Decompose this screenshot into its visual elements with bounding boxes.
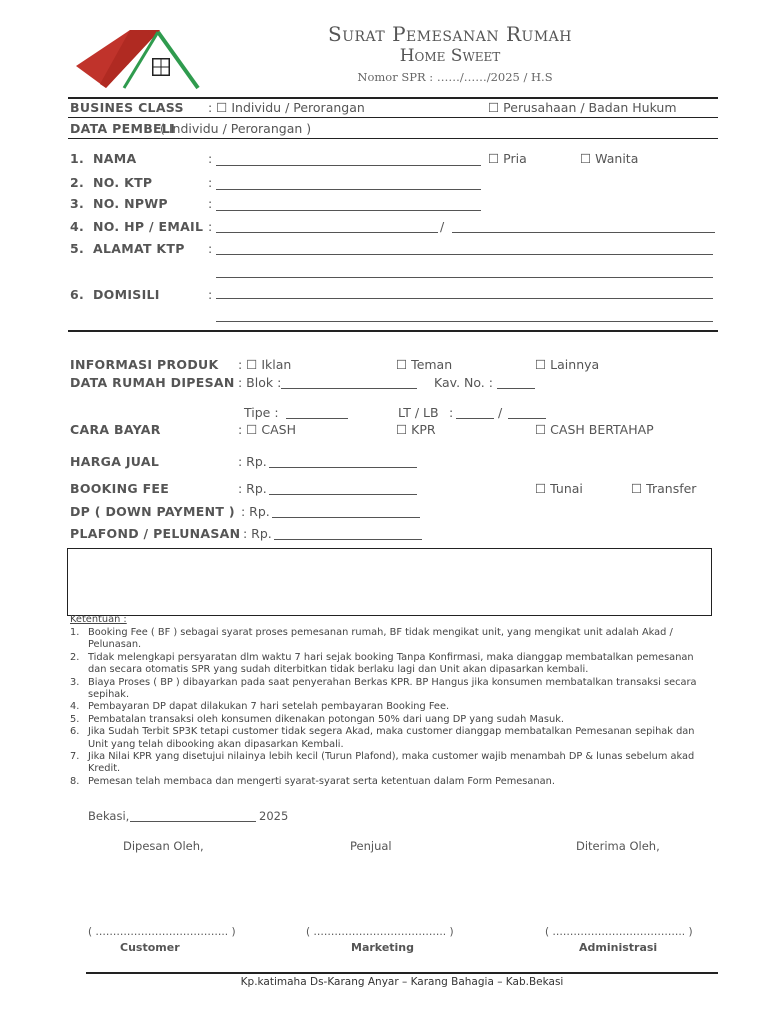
ketentuan-item: [70, 701, 720, 713]
tipe-input-line[interactable]: [286, 418, 348, 419]
rp-label: : Rp.: [238, 454, 267, 469]
tipe-label: Tipe :: [244, 405, 279, 420]
lt-input-line[interactable]: [456, 418, 494, 419]
divider: [68, 117, 718, 118]
divider: [68, 97, 718, 99]
ketentuan-number: 3.: [70, 676, 80, 688]
colon: :: [208, 287, 213, 302]
npwp-input-line[interactable]: [216, 210, 481, 211]
diterima-oleh-label: Diterima Oleh,: [576, 839, 660, 853]
field-num: 2.: [70, 175, 85, 190]
ktp-input-line[interactable]: [216, 189, 481, 190]
data-rumah-label: DATA RUMAH DIPESAN: [70, 375, 235, 390]
slash: /: [498, 405, 503, 420]
business-option-individu[interactable]: : ☐ Individu / Perorangan: [208, 100, 365, 115]
ketentuan-number: 8.: [70, 775, 80, 787]
blok-input-line[interactable]: [281, 388, 417, 389]
penjual-label: Penjual: [350, 839, 392, 853]
ketentuan-text: Unit yang telah dibooking akan dipasarkan Kembali.: [88, 738, 344, 750]
rp-label: : Rp.: [241, 504, 270, 519]
field-num: 5.: [70, 241, 85, 256]
ketentuan-number: 6.: [70, 726, 80, 738]
document-subtitle: Home Sweet: [399, 46, 501, 66]
ketentuan-item: [70, 714, 720, 726]
colon: :: [208, 196, 213, 211]
ketentuan-text: Pemesan telah membaca dan mengerti syarat-syarat serta ketentuan dalam Form Pemesanan.: [88, 775, 555, 787]
customer-label: Customer: [120, 941, 180, 954]
dipesan-oleh-label: Dipesan Oleh,: [123, 839, 204, 853]
ketentuan-text: Biaya Proses ( BP ) dibayarkan pada saat penyerahan Berkas KPR. BP Hangus jika konsumen membatalkan transaksi secara: [88, 676, 697, 688]
booking-input-line[interactable]: [269, 494, 417, 495]
nomor-spr: Nomor SPR : ……/……/2025 / H.S: [357, 70, 553, 84]
house-logo: [72, 26, 202, 92]
booking-fee-label: BOOKING FEE: [70, 481, 170, 496]
year-label: 2025: [259, 809, 289, 823]
bayar-bertahap-checkbox[interactable]: ☐ CASH BERTAHAP: [535, 422, 654, 437]
produk-iklan-checkbox[interactable]: : ☐ Iklan: [238, 357, 292, 372]
colon: :: [208, 151, 213, 166]
footer-divider: [86, 972, 718, 974]
domisili-input-line-1[interactable]: [216, 298, 713, 299]
data-pembeli-label: DATA PEMBELI: [70, 121, 176, 136]
rp-label: : Rp.: [238, 481, 267, 496]
field-num: 1.: [70, 151, 85, 166]
ketentuan-number: 4.: [70, 701, 80, 713]
ketentuan-number: 2.: [70, 651, 80, 663]
lt-lb-label: LT / LB: [398, 405, 439, 420]
ketentuan-text: Kredit.: [88, 763, 121, 775]
divider: [68, 138, 718, 139]
date-input-line[interactable]: [130, 821, 256, 822]
ketentuan-text: sepihak.: [88, 689, 130, 701]
slash: /: [440, 219, 445, 234]
alamat-ktp-label: ALAMAT KTP: [93, 241, 185, 256]
ketentuan-item: [70, 726, 720, 751]
tunai-checkbox[interactable]: ☐ Tunai: [535, 481, 583, 496]
field-num: 3.: [70, 196, 85, 211]
npwp-label: NO. NPWP: [93, 196, 168, 211]
ketentuan-text: Jika Nilai KPR yang disetujui nilainya lebih kecil (Turun Plafond), maka customer wajib menambah DP & lunas sebelum akad: [88, 751, 695, 763]
plafond-label: PLAFOND / PELUNASAN: [70, 526, 241, 541]
ktp-label: NO. KTP: [93, 175, 153, 190]
ketentuan-text: dan secara otomatis SPR yang sudah diterbitkan tidak berlaku lagi dan Unit akan dipasarkan kembali.: [88, 664, 589, 676]
nama-input-line[interactable]: [216, 165, 481, 166]
plafond-input-line[interactable]: [274, 539, 422, 540]
kav-label: Kav. No. :: [434, 375, 493, 390]
kav-input-line[interactable]: [497, 388, 535, 389]
ketentuan-text: Pembatalan transaksi oleh konsumen dikenakan potongan 50% dari uang DP yang sudah Masuk.: [88, 713, 565, 725]
email-input-line[interactable]: [452, 232, 715, 233]
ketentuan-text: Jika Sudah Terbit SP3K tetapi customer tidak segera Akad, maka customer dianggap membatalkan Pemesanan sepihak dan: [88, 726, 695, 738]
domisili-input-line-2[interactable]: [216, 321, 713, 322]
ketentuan-number: 5.: [70, 713, 80, 725]
ketentuan-item: [70, 677, 720, 702]
ketentuan-text: Pembayaran DP dapat dilakukan 7 hari setelah pembayaran Booking Fee.: [88, 701, 450, 713]
dp-label: DP ( DOWN PAYMENT ): [70, 504, 235, 519]
produk-teman-checkbox[interactable]: ☐ Teman: [396, 357, 453, 372]
administrasi-label: Administrasi: [579, 941, 658, 954]
blok-label: : Blok :: [238, 375, 282, 390]
signature-line-marketing[interactable]: ( ……………………………….. ): [306, 926, 454, 938]
ketentuan-text: Booking Fee ( BF ) sebagai syarat proses pemesanan rumah, BF tidak mengikat unit, yang mengikat unit adalah Akad /: [88, 627, 673, 638]
notes-box[interactable]: [67, 548, 712, 616]
ketentuan-title: Ketentuan :: [70, 614, 127, 625]
hp-input-line[interactable]: [216, 232, 438, 233]
ketentuan-item: [70, 627, 720, 652]
field-num: 6.: [70, 287, 85, 302]
gender-wanita-checkbox[interactable]: ☐ Wanita: [580, 151, 639, 166]
ketentuan-text: Pelunasan.: [88, 639, 142, 651]
colon: :: [208, 241, 213, 256]
transfer-checkbox[interactable]: ☐ Transfer: [631, 481, 697, 496]
alamat-input-line-2[interactable]: [216, 277, 713, 278]
dp-input-line[interactable]: [272, 517, 420, 518]
ketentuan-list: [70, 627, 720, 788]
signature-line-customer[interactable]: ( ……………………………….. ): [88, 926, 236, 938]
colon: :: [449, 405, 454, 420]
informasi-produk-label: INFORMASI PRODUK: [70, 357, 219, 372]
harga-jual-label: HARGA JUAL: [70, 454, 160, 469]
cara-bayar-label: CARA BAYAR: [70, 422, 161, 437]
harga-input-line[interactable]: [269, 467, 417, 468]
divider: [68, 330, 718, 332]
data-pembeli-sub: ( Individu / Perorangan ): [160, 121, 312, 136]
alamat-input-line-1[interactable]: [216, 254, 713, 255]
business-class-label: BUSINES CLASS: [70, 100, 184, 115]
gender-pria-checkbox[interactable]: ☐ Pria: [488, 151, 527, 166]
ketentuan-number: 1.: [70, 627, 80, 638]
domisili-label: DOMISILI: [93, 287, 160, 302]
business-option-perusahaan[interactable]: ☐ Perusahaan / Badan Hukum: [488, 100, 677, 115]
document-title: Surat Pemesanan Rumah: [328, 22, 572, 46]
signature-line-administrasi[interactable]: ( ……………………………….. ): [545, 926, 693, 938]
ketentuan-item: [70, 751, 720, 776]
produk-lainnya-checkbox[interactable]: ☐ Lainnya: [535, 357, 600, 372]
ketentuan-item: [70, 652, 720, 677]
ketentuan-number: 7.: [70, 751, 80, 763]
bekasi-label: Bekasi,: [88, 809, 130, 823]
bayar-kpr-checkbox[interactable]: ☐ KPR: [396, 422, 436, 437]
ketentuan-text: Tidak melengkapi persyaratan dlm waktu 7 hari sejak booking Tanpa Konfirmasi, maka dianggap membatalkan pemesanan: [88, 651, 694, 663]
rp-label: : Rp.: [243, 526, 272, 541]
colon: :: [208, 219, 213, 234]
field-num: 4.: [70, 219, 85, 234]
hp-email-label: NO. HP / EMAIL: [93, 219, 204, 234]
nama-label: NAMA: [93, 151, 137, 166]
lb-input-line[interactable]: [508, 418, 546, 419]
colon: :: [208, 175, 213, 190]
footer-address: Kp.katimaha Ds-Karang Anyar – Karang Bahagia – Kab.Bekasi: [240, 976, 564, 988]
ketentuan-item: [70, 776, 720, 788]
bayar-cash-checkbox[interactable]: : ☐ CASH: [238, 422, 296, 437]
marketing-label: Marketing: [351, 941, 415, 954]
